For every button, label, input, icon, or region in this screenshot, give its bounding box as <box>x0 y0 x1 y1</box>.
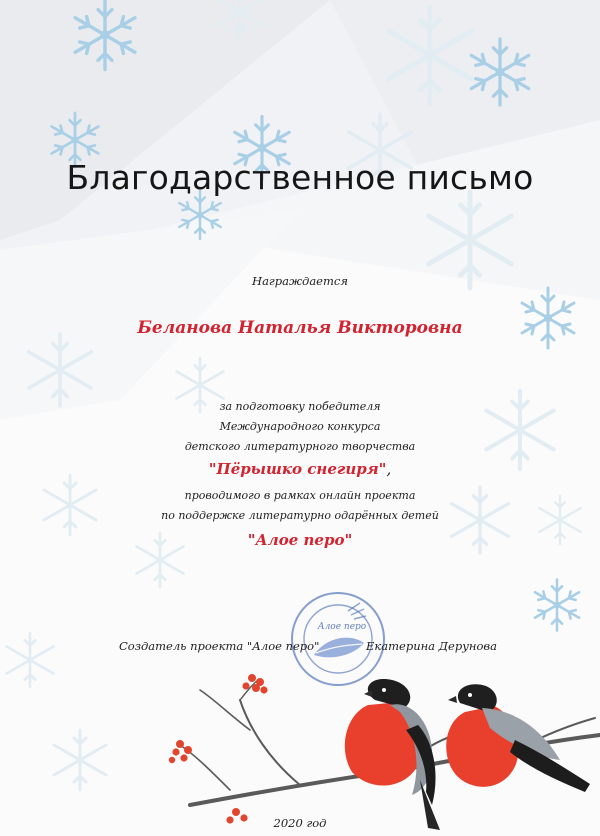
awarded-label: Награждается <box>252 274 348 288</box>
project-line-1: проводимого в рамках онлайн проекта <box>184 489 416 502</box>
certificate-year: 2020 год <box>273 816 327 830</box>
certificate-title: Благодарственное письмо <box>66 158 534 197</box>
creator-name: Екатерина Дерунова <box>366 639 497 653</box>
reason-line-1: за подготовку победителя <box>219 400 381 413</box>
bullfinch-left <box>345 679 440 830</box>
reason-line-2: Международного конкурса <box>219 420 381 433</box>
creator-label: Создатель проекта "Алое перо" <box>119 639 320 653</box>
contest-suffix: , <box>386 460 392 478</box>
stamp-text: Алое перо <box>317 622 367 632</box>
reason-line-3: детского литературного творчества <box>184 440 416 453</box>
recipient-name: Беланова Наталья Викторовна <box>137 318 463 338</box>
project-line-2: по поддержке литературно одарённых детей <box>161 509 439 522</box>
contest-name: "Пёрышко снегиря" <box>208 460 387 478</box>
project-name: "Алое перо" <box>247 531 353 549</box>
